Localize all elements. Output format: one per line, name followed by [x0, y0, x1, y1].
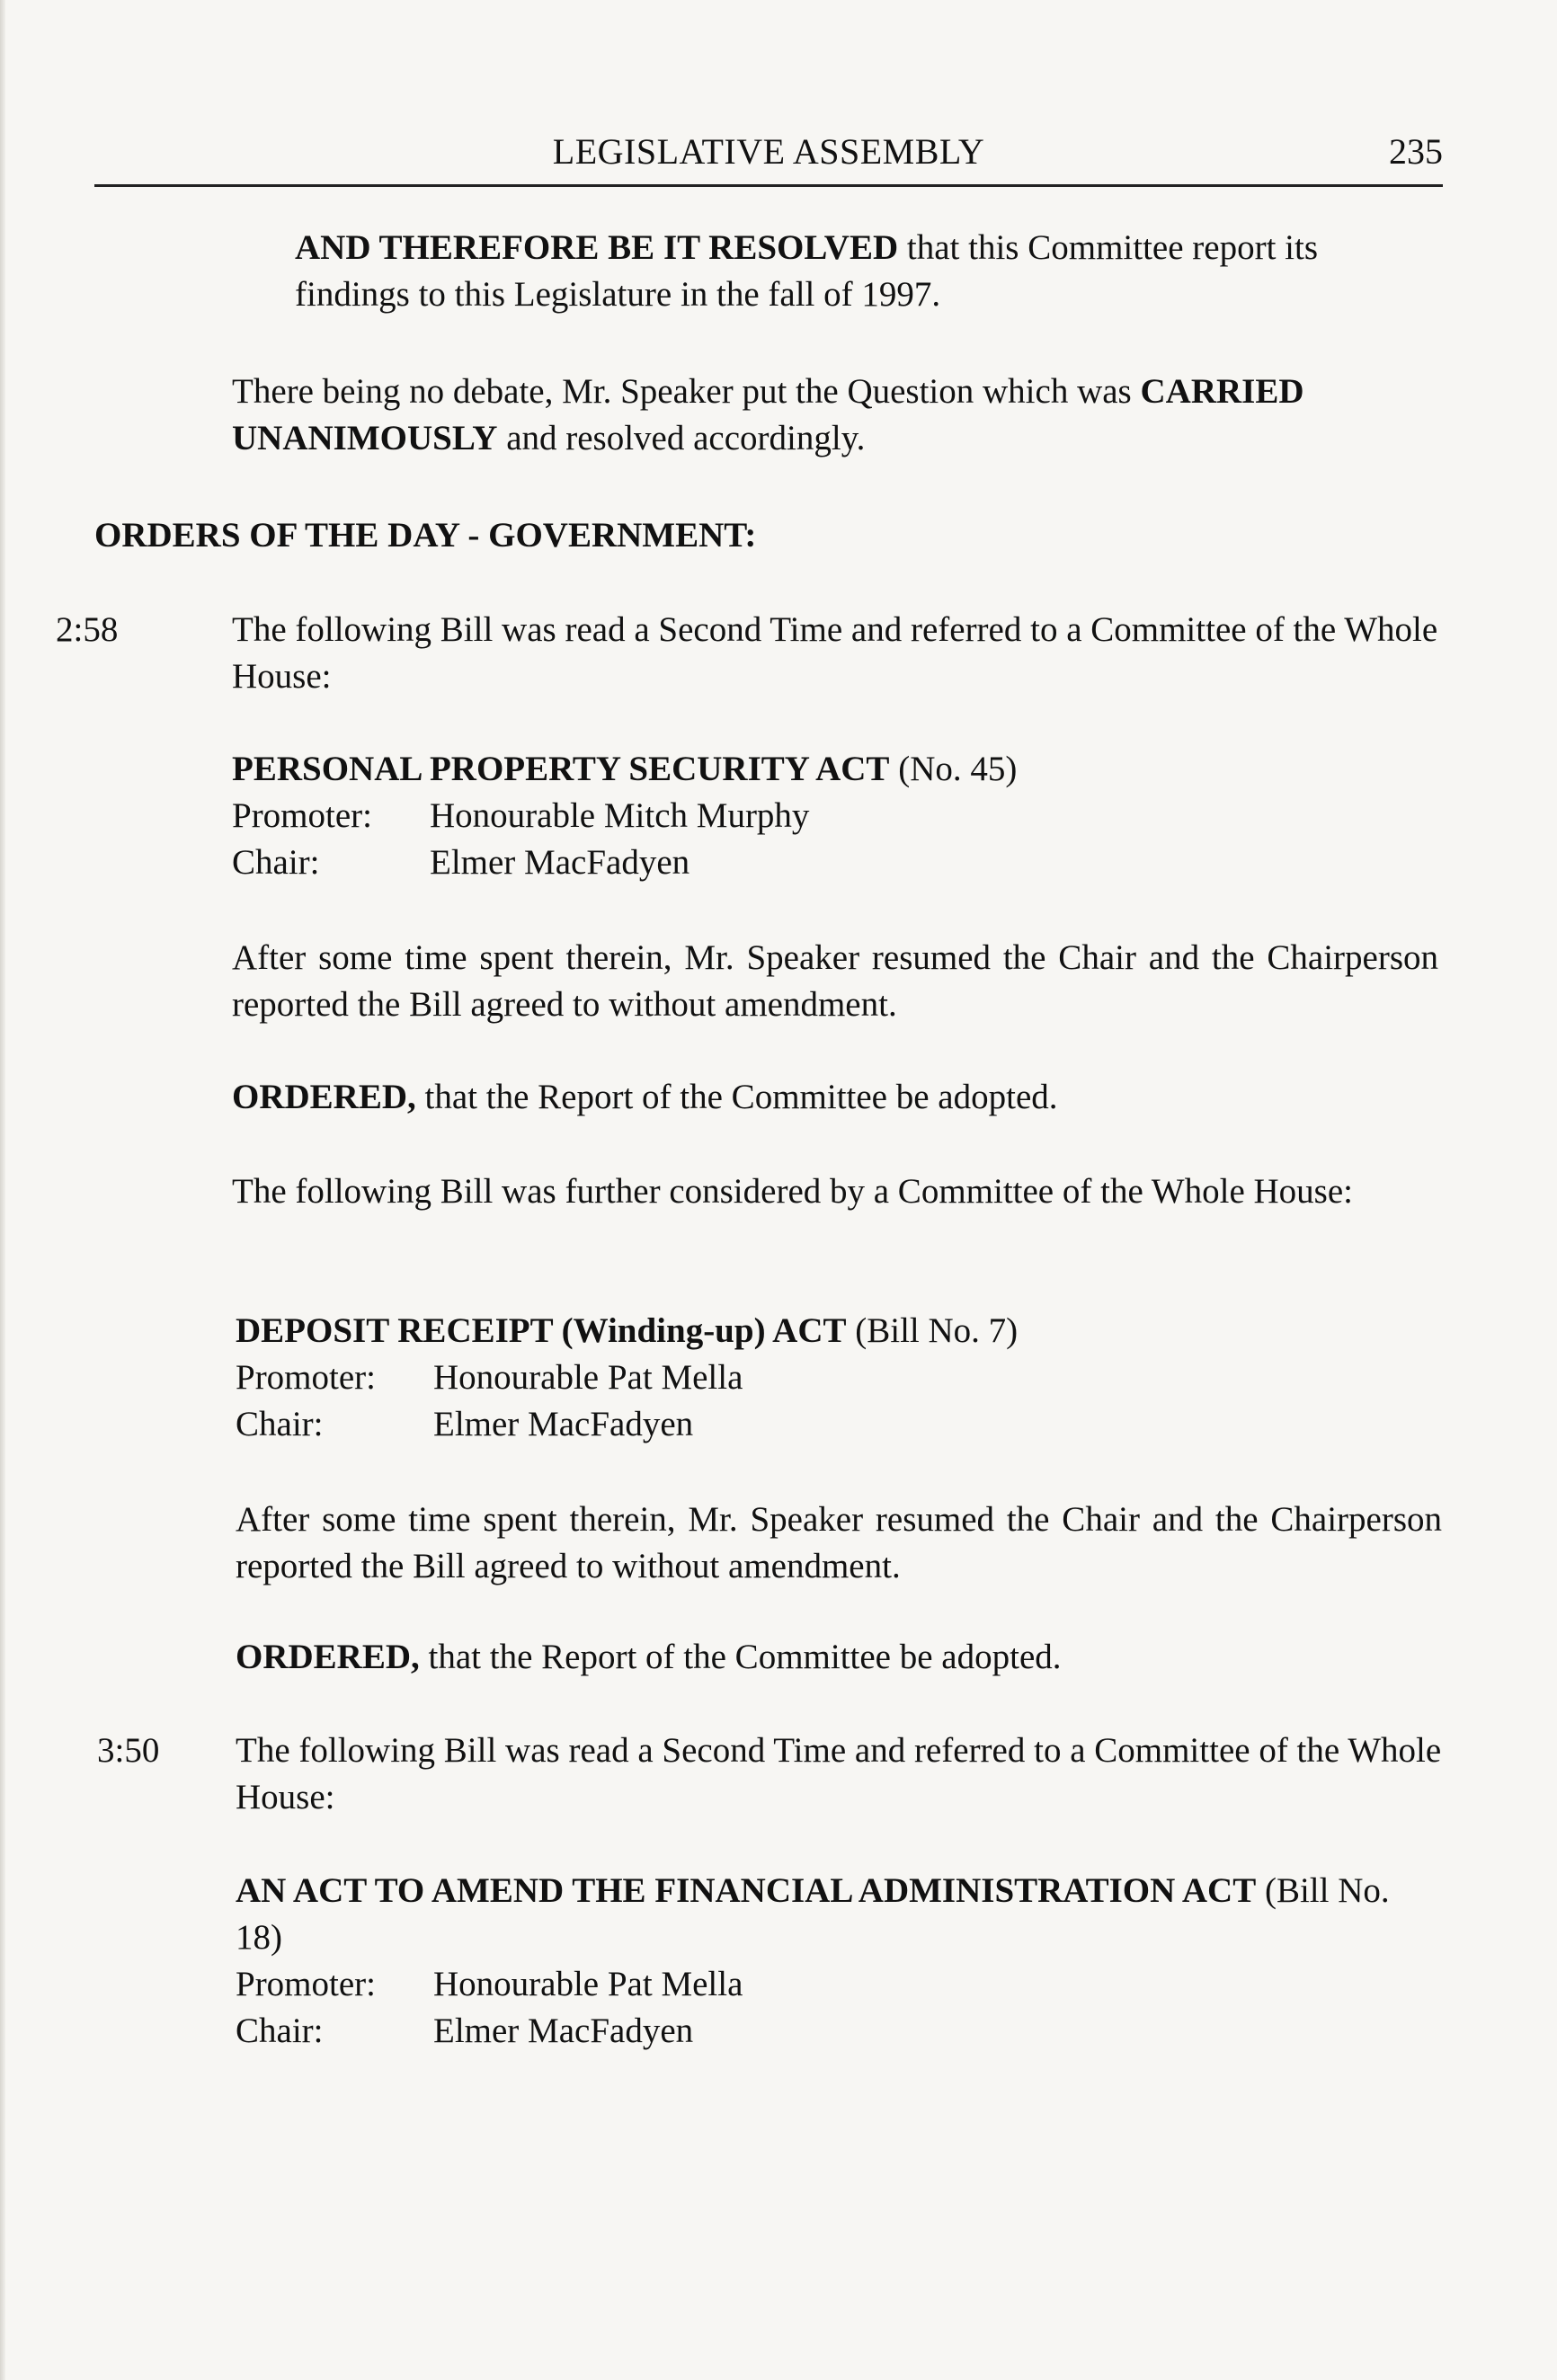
chair-row [236, 2008, 693, 2055]
bill-title: PERSONAL PROPERTY SECURITY ACT [232, 750, 890, 788]
committee-report: After some time spent therein, Mr. Speaker resumed the Chair and the Chairperson reported the Bill agreed to without amendment. [236, 1500, 1442, 1585]
promoter-label: Promoter: [232, 796, 372, 835]
resolution-lead: AND THEREFORE BE IT RESOLVED [295, 228, 899, 267]
ordered-text: that the Report of the Committee be adopted. [415, 1078, 1058, 1116]
entry-intro: The following Bill was further considered by a Committee of the Whole House: [232, 1172, 1353, 1211]
bill-number: (Bill No. 7) [846, 1311, 1019, 1350]
chair-name: Elmer MacFadyen [433, 2011, 694, 2050]
bill-number: (No. 45) [889, 750, 1018, 788]
promoter-row [232, 793, 809, 839]
question-paragraph [232, 369, 1438, 462]
resolution-paragraph [295, 225, 1374, 318]
bill-title-line [236, 1868, 1442, 1961]
entry-time: 3:50 [97, 1731, 160, 1770]
committee-report: After some time spent therein, Mr. Speaker resumed the Chair and the Chairperson reported the Bill agreed to without amendment. [232, 938, 1438, 1024]
bill-title-line [232, 746, 1438, 793]
promoter-row [236, 1961, 743, 2008]
resolution-text: that this Committee report its findings to this Legislature in the fall of 1997. [295, 228, 1319, 314]
chair-label: Chair: [236, 2011, 324, 2050]
header-title: LEGISLATIVE ASSEMBLY [552, 131, 985, 172]
page-edge-shadow [0, 0, 5, 2380]
chair-row [236, 1401, 693, 1448]
chair-name: Elmer MacFadyen [433, 1405, 694, 1443]
bill-title: AN ACT TO AMEND THE FINANCIAL ADMINISTRATION ACT [236, 1871, 1257, 1910]
chair-name: Elmer MacFadyen [430, 843, 690, 882]
bill-number: (Bill No. 18) [236, 1871, 1390, 1957]
page-header [94, 130, 1443, 187]
ordered-label: ORDERED, [236, 1638, 420, 1676]
entry-time: 2:58 [56, 610, 119, 649]
promoter-name: Honourable Pat Mella [433, 1358, 743, 1397]
question-text: There being no debate, Mr. Speaker put the Question which was [232, 372, 1141, 411]
promoter-name: Honourable Mitch Murphy [430, 796, 810, 835]
bill-title: DEPOSIT RECEIPT (Winding-up) ACT [236, 1311, 847, 1350]
chair-label: Chair: [232, 843, 320, 882]
ordered-text: that the Report of the Committee be adopted. [419, 1638, 1062, 1676]
promoter-label: Promoter: [236, 1965, 376, 2003]
ordered-label: ORDERED, [232, 1078, 416, 1116]
page-number: 235 [1389, 131, 1443, 172]
ordered-paragraph [236, 1634, 1442, 1681]
entry-intro: The following Bill was read a Second Time and referred to a Committee of the Whole House: [232, 610, 1438, 696]
promoter-row [236, 1354, 743, 1401]
question-text-after: and resolved accordingly. [497, 419, 866, 457]
bill-title-line [236, 1308, 1442, 1354]
entry-intro: The following Bill was read a Second Time and referred to a Committee of the Whole House: [236, 1731, 1442, 1816]
ordered-paragraph [232, 1074, 1438, 1121]
promoter-label: Promoter: [236, 1358, 376, 1397]
section-heading: ORDERS OF THE DAY - GOVERNMENT: [94, 516, 757, 555]
chair-row [232, 839, 690, 886]
chair-label: Chair: [236, 1405, 324, 1443]
question-result: CARRIED UNANIMOUSLY [232, 372, 1304, 457]
promoter-name: Honourable Pat Mella [433, 1965, 743, 2003]
